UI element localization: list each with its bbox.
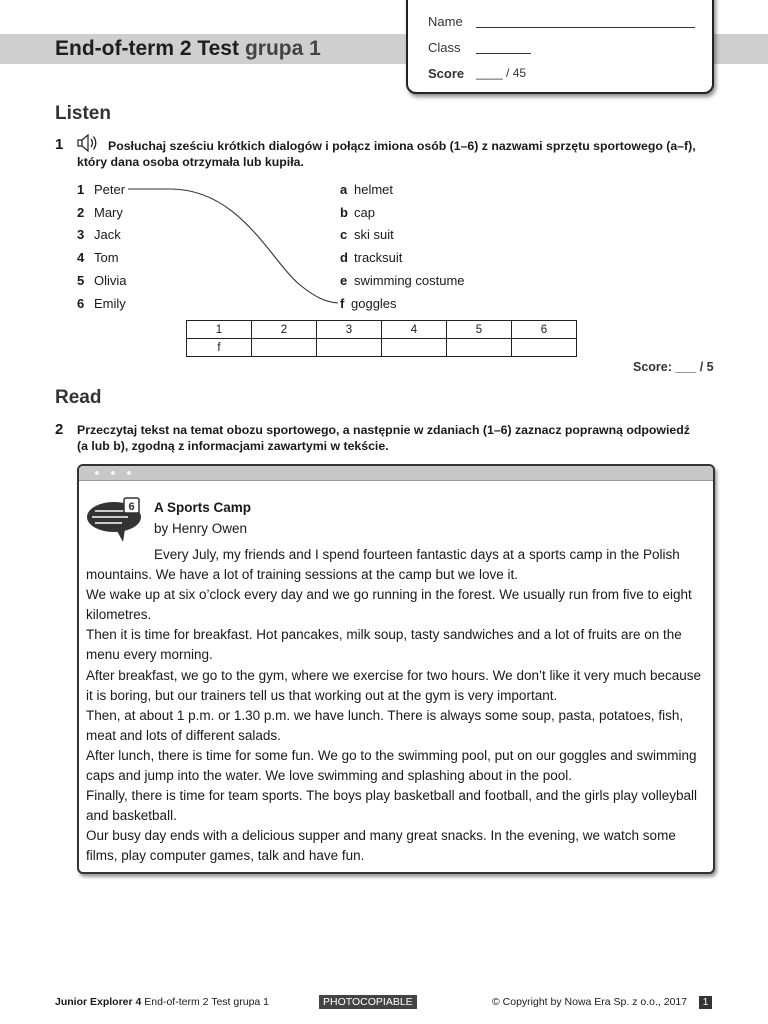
- story-paragraph: After lunch, there is time for some fun. We go to the swimming pool, put on our goggles and swimming caps and jump into the water. We love swimming and splashing about in the pool.: [86, 747, 697, 784]
- svg-text:6: 6: [128, 501, 135, 513]
- score-total: ____ / 45: [476, 66, 527, 80]
- story-paragraph: After breakfast, we go to the gym, where we exercise for two hours. We don’t like it very much because it is boring, but our trainers tell us that working out at the gym is very important.: [86, 667, 702, 703]
- listen-score: Score: ___ / 5: [633, 360, 714, 374]
- equipment-item: a helmet: [340, 182, 394, 197]
- person-item: 5 Olivia: [77, 273, 127, 288]
- photocopiable-badge: PHOTOCOPIABLE: [319, 995, 417, 1009]
- person-item: 4 Tom: [77, 250, 119, 265]
- listen-instruction: Posłuchaj sześciu krótkich dialogów i połącz imiona osób (1–6) z nazwami sprzętu sportowego (a–f), który dana osoba otrzymała lub kupiła.: [77, 139, 696, 169]
- answer-cell[interactable]: [512, 339, 577, 357]
- answer-cell[interactable]: [317, 339, 382, 357]
- answer-header-cell: 2: [252, 321, 317, 339]
- answer-header-cell: 4: [382, 321, 447, 339]
- footer-test: End-of-term 2 Test: [144, 996, 231, 1008]
- group-label: grupa 1: [244, 37, 321, 60]
- class-label: Class: [428, 40, 461, 55]
- story-title: A Sports Camp: [154, 500, 252, 515]
- answer-header-cell: 5: [447, 321, 512, 339]
- story-paragraph: Every July, my friends and I spend fourteen fantastic days at a sports camp in the Polish mountains. We have a lot of training sessions at the camp but we love it.: [86, 547, 680, 583]
- answer-cell[interactable]: [252, 339, 317, 357]
- answer-cell[interactable]: f: [187, 339, 252, 357]
- equipment-item: e swimming costume: [340, 273, 465, 288]
- question-number-1: 1: [55, 136, 64, 153]
- equipment-item: c ski suit: [340, 227, 394, 242]
- answer-header-cell: 1: [187, 321, 252, 339]
- footer-copyright: © Copyright by Nowa Era Sp. z o.o., 2017: [492, 996, 688, 1008]
- equipment-item: d tracksuit: [340, 250, 403, 265]
- answer-cell[interactable]: [447, 339, 512, 357]
- answer-header-cell: 6: [512, 321, 577, 339]
- read-instruction: Przeczytaj tekst na temat obozu sportowego, a następnie w zdaniach (1–6) zaznacz poprawną odpowiedź (a lub b), zgodną z informacjami zawartymi w tekście.: [77, 423, 690, 453]
- footer-book-info: [55, 996, 269, 1008]
- story-paragraph: Then, at about 1 p.m. or 1.30 p.m. we have lunch. There is always some soup, pasta, potatoes, fish, meat and lots of different salads.: [86, 707, 684, 743]
- story-author: by Henry Owen: [154, 521, 248, 536]
- example-connector-line: [0, 0, 768, 320]
- page-title: End-of-term 2 Test grupa 1: [55, 37, 321, 60]
- answer-header-cell: 3: [317, 321, 382, 339]
- window-dot-icon: [111, 471, 115, 475]
- story-paragraph: Then it is time for breakfast. Hot pancakes, milk soup, tasty sandwiches and a lot of fruits are on the menu every morning.: [86, 627, 682, 663]
- reading-text-panel: [77, 464, 715, 874]
- answer-table-header-row: [187, 321, 577, 339]
- story-paragraph: Our busy day ends with a delicious supper and many great snacks. In the evening, we watch some films, play computer games, talk and have fun.: [86, 828, 676, 864]
- read-heading: Read: [55, 387, 102, 408]
- answer-table-row: [187, 339, 577, 357]
- answer-cell[interactable]: [382, 339, 447, 357]
- person-item: 3 Jack: [77, 227, 121, 242]
- name-label: Name: [428, 14, 463, 29]
- person-item: 1 Peter: [77, 182, 126, 197]
- person-item: 6 Emily: [77, 296, 126, 311]
- panel-title-bar: [79, 466, 713, 481]
- page-number: 1: [699, 996, 712, 1009]
- listen-heading: Listen: [55, 103, 111, 124]
- story-body: [86, 545, 708, 867]
- score-label: Score: [428, 66, 465, 81]
- footer-book: Junior Explorer 4: [55, 996, 142, 1008]
- window-dot-icon: [95, 471, 99, 475]
- question-number-2: 2: [55, 421, 64, 438]
- answer-table: [186, 320, 577, 357]
- equipment-item: f goggles: [340, 296, 397, 311]
- story-paragraph: We wake up at six o’clock every day and we go running in the forest. We usually run from five to eight kilometres.: [86, 587, 692, 623]
- window-dot-icon: [127, 471, 131, 475]
- story-paragraph: Finally, there is time for team sports. The boys play basketball and football, and the girls play volleyball and basketball.: [86, 788, 698, 824]
- person-item: 2 Mary: [77, 205, 123, 220]
- equipment-item: b cap: [340, 205, 375, 220]
- speech-bubble-icon: [86, 496, 148, 549]
- footer-group: grupa 1: [233, 996, 270, 1008]
